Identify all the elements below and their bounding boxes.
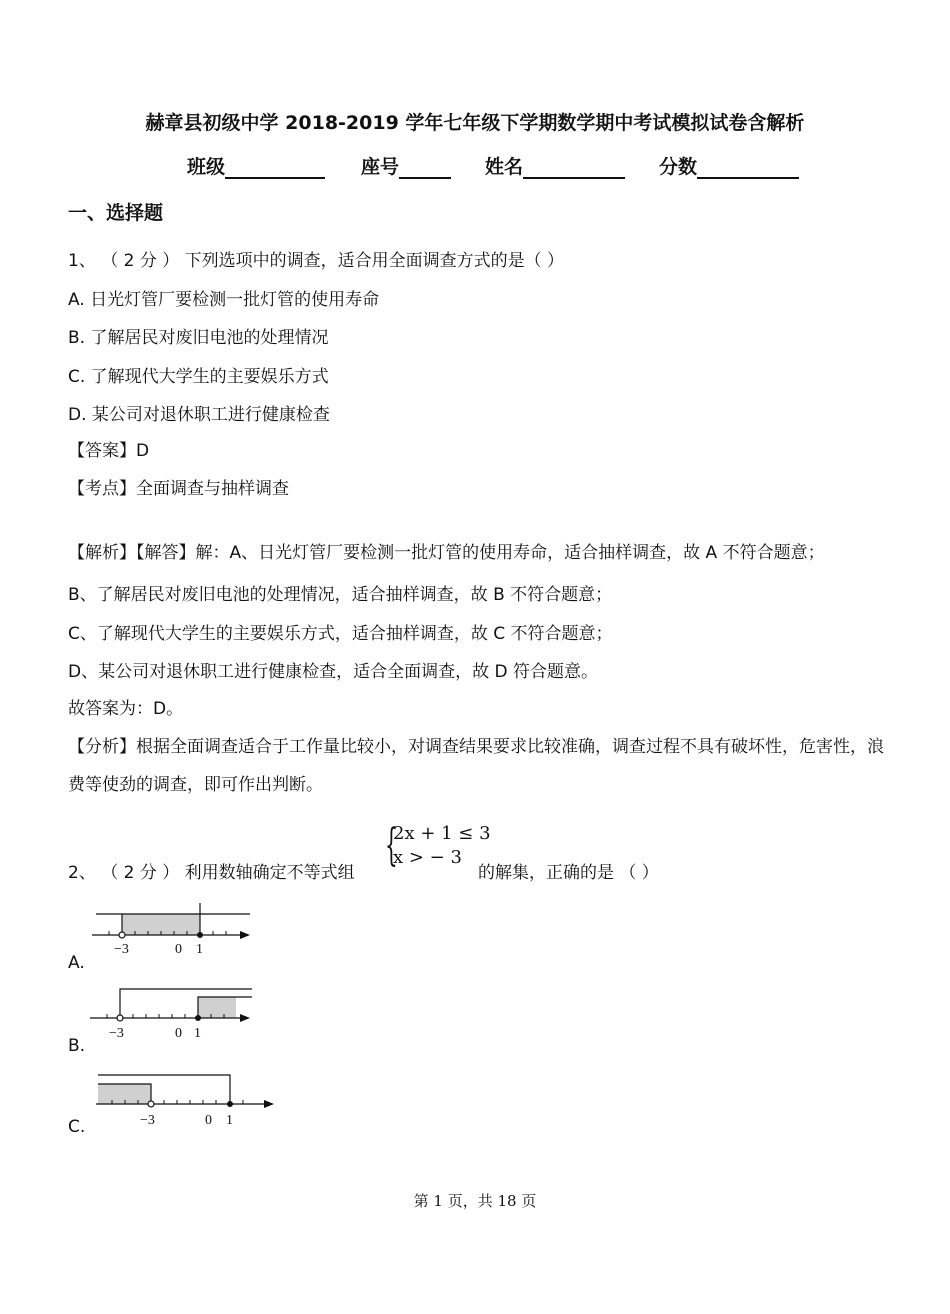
score-label: 分数 bbox=[659, 156, 698, 178]
brace-icon: { bbox=[385, 820, 398, 871]
q1-analysis-line: 费等使劲的调查，即可作出判断。 bbox=[68, 775, 323, 795]
tick-label: −3 bbox=[140, 1113, 155, 1128]
q1-option-d: D. 某公司对退休职工进行健康检查 bbox=[68, 405, 330, 425]
axis-arrow-icon bbox=[240, 1014, 250, 1022]
tick-label: 1 bbox=[226, 1113, 233, 1128]
class-field bbox=[187, 152, 325, 179]
q1-answer: 【答案】D bbox=[68, 441, 150, 461]
closed-point bbox=[227, 1101, 233, 1107]
q1-analysis-line: 【解析】【解答】解：A、日光灯管厂要检测一批灯管的使用寿命，适合抽样调查，故 A 不符合题意； bbox=[68, 543, 825, 563]
score-field bbox=[659, 152, 799, 179]
tick-label: 1 bbox=[196, 942, 203, 957]
q1-analysis-line: 故答案为：D。 bbox=[68, 699, 184, 719]
q1-option-c: C. 了解现代大学生的主要娱乐方式 bbox=[68, 367, 329, 387]
q2-stem-before: 2、 （ 2 分 ） 利用数轴确定不等式组 bbox=[68, 863, 355, 883]
seat-field bbox=[361, 152, 451, 179]
name-field bbox=[485, 152, 625, 179]
inequality-system bbox=[385, 820, 491, 872]
class-blank[interactable] bbox=[225, 155, 325, 179]
number-line-c bbox=[92, 1070, 282, 1128]
tick-label: −3 bbox=[114, 942, 129, 957]
q1-option-a: A. 日光灯管厂要检测一批灯管的使用寿命 bbox=[68, 290, 380, 310]
seat-label: 座号 bbox=[361, 156, 400, 178]
open-point bbox=[119, 932, 125, 938]
student-info-fields bbox=[0, 152, 950, 182]
page-title: 赫章县初级中学 2018-2019 学年七年级下学期数学期中考试模拟试卷含解析 bbox=[145, 112, 805, 134]
q1-analysis-line: C、了解现代大学生的主要娱乐方式，适合抽样调查，故 C 不符合题意； bbox=[68, 624, 613, 644]
q2-option-a-label: A. bbox=[68, 953, 85, 973]
section-title: 一、选择题 bbox=[68, 202, 164, 224]
inequality-line-1: 2x + 1 ≤ 3 bbox=[393, 823, 491, 844]
axis-arrow-icon bbox=[264, 1100, 274, 1108]
q1-analysis-line: B、了解居民对废旧电池的处理情况，适合抽样调查，故 B 不符合题意； bbox=[68, 585, 613, 605]
q1-topic: 【考点】全面调查与抽样调查 bbox=[68, 479, 289, 499]
name-blank[interactable] bbox=[523, 155, 625, 179]
seat-blank[interactable] bbox=[399, 155, 451, 179]
q2-stem-after: 的解集，正确的是 （ ） bbox=[478, 863, 659, 883]
tick-label: 0 bbox=[175, 1026, 182, 1041]
closed-point bbox=[195, 1015, 201, 1021]
axis-arrow-icon bbox=[240, 931, 250, 939]
open-point bbox=[117, 1015, 123, 1021]
tick-label: 0 bbox=[205, 1113, 212, 1128]
closed-point bbox=[197, 932, 203, 938]
page-footer: 第 1 页，共 18 页 bbox=[413, 1192, 537, 1210]
inequality-line-2: x > − 3 bbox=[393, 847, 462, 868]
q1-analysis-line: 【分析】根据全面调查适合于工作量比较小，对调查结果要求比较准确，调查过程不具有破坏性，危害性，浪 bbox=[68, 737, 884, 757]
score-blank[interactable] bbox=[697, 155, 799, 179]
open-point bbox=[148, 1101, 154, 1107]
q1-stem: 1、 （ 2 分 ） 下列选项中的调查，适合用全面调查方式的是（ ） bbox=[68, 251, 565, 271]
q2-option-c-label: C. bbox=[68, 1117, 86, 1137]
number-line-a bbox=[88, 903, 258, 958]
tick-label: 1 bbox=[194, 1026, 201, 1041]
tick-label: 0 bbox=[175, 942, 182, 957]
shaded-region bbox=[198, 997, 236, 1018]
tick-label: −3 bbox=[109, 1026, 124, 1041]
q1-analysis-line: D、某公司对退休职工进行健康检查，适合全面调查，故 D 符合题意。 bbox=[68, 662, 598, 682]
class-label: 班级 bbox=[187, 156, 226, 178]
number-line-b bbox=[86, 986, 256, 1041]
q2-option-b-label: B. bbox=[68, 1036, 86, 1056]
q1-option-b: B. 了解居民对废旧电池的处理情况 bbox=[68, 328, 329, 348]
name-label: 姓名 bbox=[485, 156, 524, 178]
